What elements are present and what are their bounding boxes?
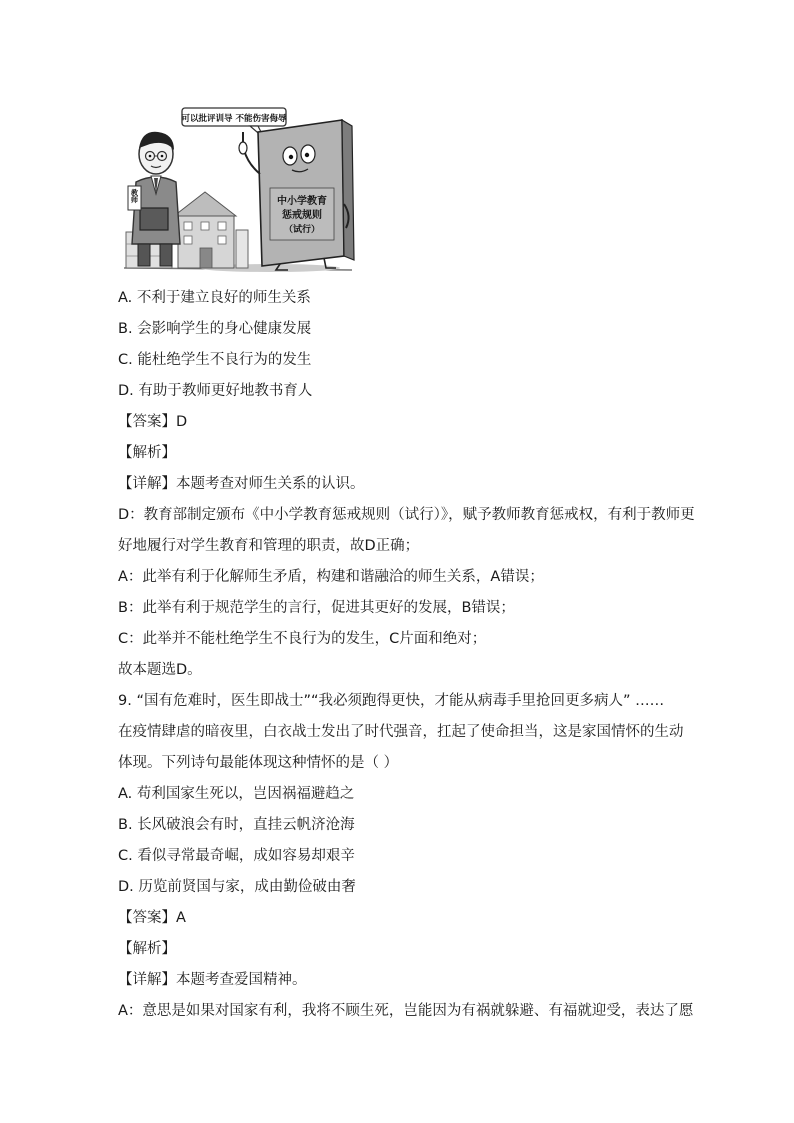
answer-line: 【答案】D [118, 414, 188, 430]
question-9-line: 在疫情肆虐的暗夜里，白衣战士发出了时代强音，扛起了使命担当，这是家国情怀的生动 [118, 724, 684, 740]
option-b: B. 会影响学生的身心健康发展 [118, 321, 312, 337]
analysis-heading: 【解析】 [118, 941, 176, 957]
explanation-line: A：此举有利于化解师生矛盾，构建和谐融洽的师生关系，A错误； [118, 569, 544, 585]
cartoon-illustration [120, 104, 356, 274]
option-d: D. 历览前贤国与家，成由勤俭破由奢 [118, 879, 356, 895]
rulebook-character-icon [239, 120, 354, 270]
option-c: C. 能杜绝学生不良行为的发生 [118, 352, 312, 368]
explanation-line: C：此举并不能杜绝学生不良行为的发生，C片面和绝对； [118, 631, 487, 647]
option-d: D. 有助于教师更好地教书育人 [118, 383, 313, 399]
rulebook-title-3: （试行） [283, 225, 321, 235]
rulebook-title-2: 惩戒规则 [282, 210, 322, 221]
explanation-line: B：此举有利于规范学生的言行，促进其更好的发展，B错误； [118, 600, 515, 616]
question-9-line: 9. “国有危难时，医生即战士”“我必须跑得更快，才能从病毒手里抢回更多病人” …… [118, 693, 665, 709]
conclusion-line: 故本题选D。 [118, 662, 202, 678]
detail-line: 【详解】本题考查爱国精神。 [118, 972, 307, 988]
option-b: B. 长风破浪会有时，直挂云帆济沧海 [118, 817, 355, 833]
speech-bubble-text: 可以批评训导 不能伤害侮辱 [181, 114, 287, 124]
teacher-label: 教师 [130, 189, 139, 203]
option-a: A. 不利于建立良好的师生关系 [118, 290, 311, 306]
rulebook-title-1: 中小学教育 [277, 196, 327, 207]
detail-line: 【详解】本题考查对师生关系的认识。 [118, 476, 365, 492]
explanation-line: 好地履行对学生教育和管理的职责，故D正确； [118, 538, 420, 554]
option-c: C. 看似寻常最奇崛，成如容易却艰辛 [118, 848, 355, 864]
answer-line: 【答案】A [118, 910, 186, 926]
explanation-line: A：意思是如果对国家有利，我将不顾生死，岂能因为有祸就躲避、有福就迎受，表达了愿 [118, 1003, 694, 1019]
analysis-heading: 【解析】 [118, 445, 176, 461]
explanation-line: D：教育部制定颁布《中小学教育惩戒规则（试行）》，赋予教师教育惩戒权，有利于教师更 [118, 507, 695, 523]
question-9-line: 体现。下列诗句最能体现这种情怀的是（ ） [118, 755, 399, 771]
option-a: A. 苟利国家生死以，岂因祸福避趋之 [118, 786, 355, 802]
